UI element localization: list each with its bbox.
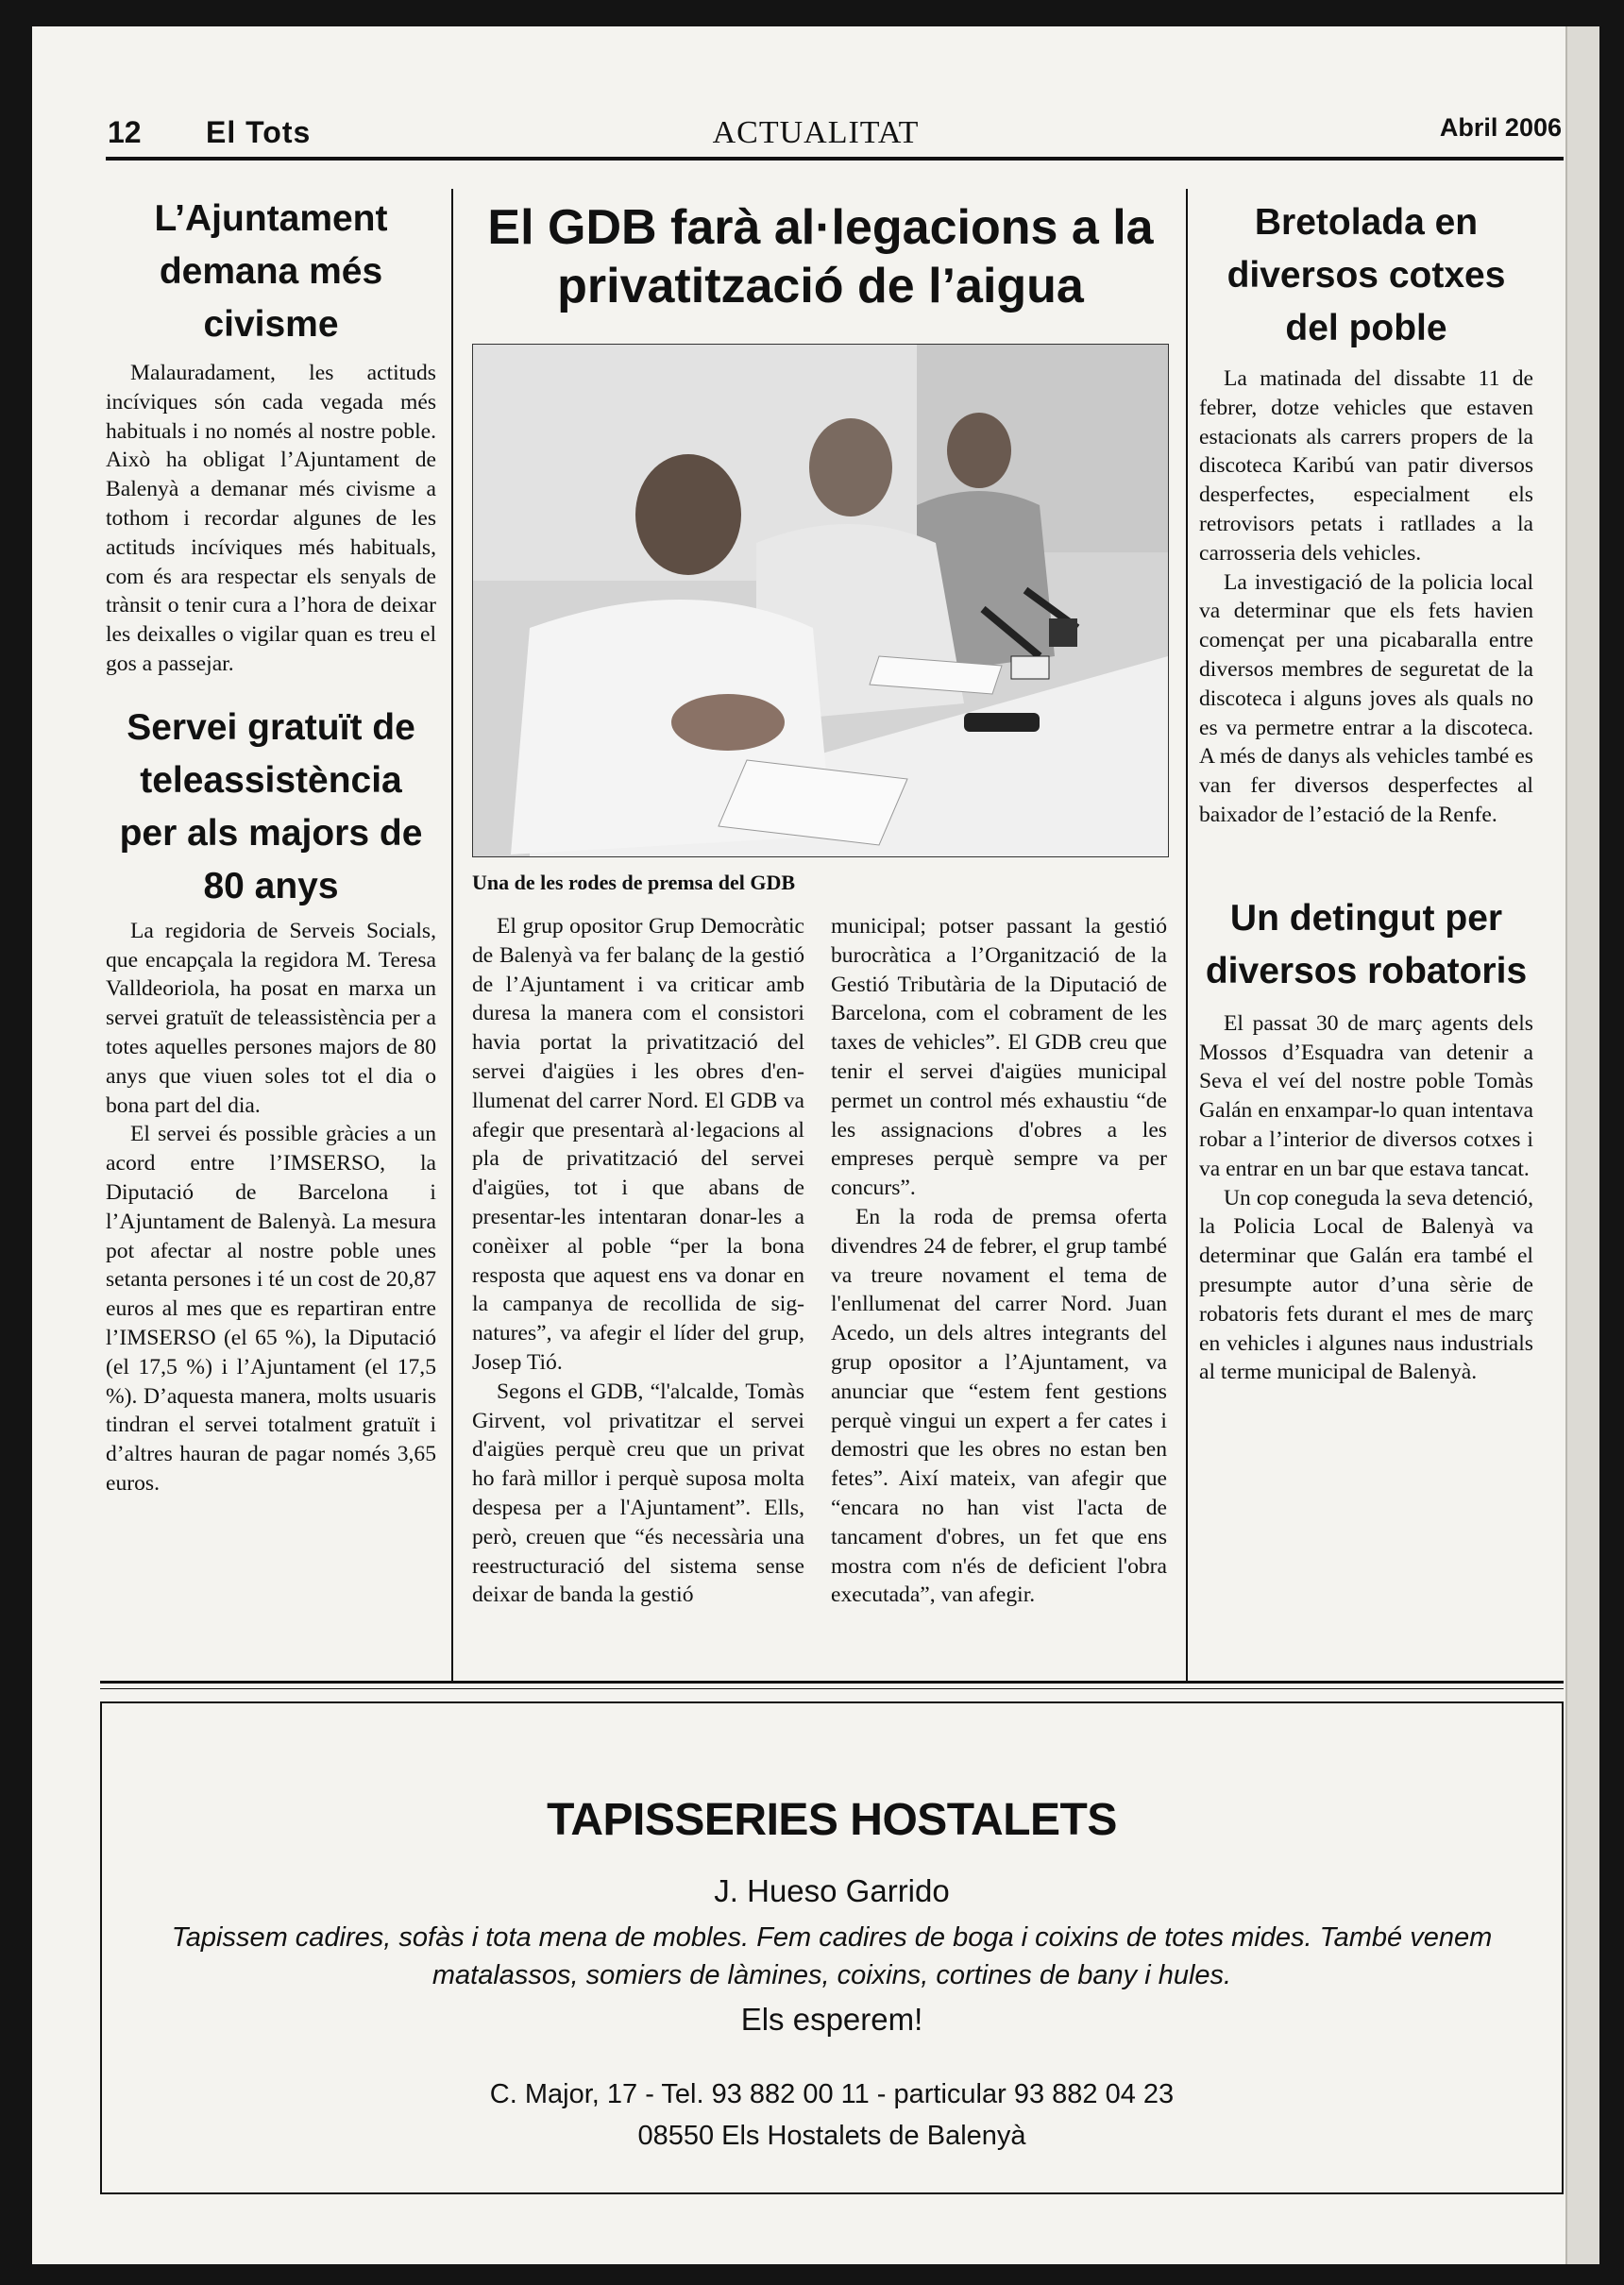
section-title: ACTUALITAT [712, 115, 920, 150]
main-article-col2 [831, 912, 1167, 1610]
ad-business-name: TAPISSERIES HOSTALETS [547, 1795, 1117, 1845]
paragraph: En la roda de premsa oferta divendres 24 de febrer, el grup també va treure novament el tema de l'enllumenat del carrer Nord. Juan Acedo, un dels altres integrants del grup opositor a l’Ajuntament, va anunciar que “estem fent gestions perquè vingui un expert a fer cates i demostri que les obres no estan ben fetes”. Així mateix, van afegir que “encara no han vist l'acta de tancament d'obres, un fet que ens mostra com n'és de deficient l'obra executada”, van afegir. [831, 1204, 1167, 1608]
press-conference-photo-image [473, 345, 1168, 856]
ad-separator-rule-thin [100, 1688, 1564, 1689]
paragraph: El grup opositor Grup Democràtic de Balenyà va fer balanç de la gestió de l’Ajuntament i va criticar amb duresa la manera com el consistori havia portat la privatització del servei d'aigües i les obres d'enllumenat del carrer Nord. El GDB va afegir que presentarà al·legacions al pla de privatització del servei d'aigües, tot i que abans de presentar-les intentaran donar-les a conèixer al poble “per la bona resposta que aquest ens va donar en la campanya de recollida de signatures”, va afegir el líder del grup, Josep Tió. [472, 914, 804, 1375]
issue-date: Abril 2006 [1439, 113, 1562, 142]
newspaper-page [32, 26, 1599, 2264]
column-divider-left [451, 189, 453, 1681]
article-body-bretolada [1199, 364, 1533, 830]
ad-tagline: Tapissem cadires, sofàs i tota mena de mobles. Fem cadires de boga i coixins de totes mides. També venem matalassos, somiers de làmines, coixins, cortines de bany i hules. [171, 1922, 1493, 1990]
ad-town: 08550 Els Hostalets de Balenyà [637, 2121, 1026, 2151]
advertisement-box [100, 1701, 1564, 2194]
article-title-civisme: L’Ajuntament demana més civisme [154, 198, 388, 345]
paragraph: La investigació de la policia local va determinar que els fets havien començat per una picabaralla entre diversos membres de seguretat de la discoteca i alguns joves als quals no es va permetre entrar a la discoteca. A més de danys als vehicles també es van fer diversos desperfectes al baixador de l’estació de la Renfe. [1199, 569, 1533, 827]
press-conference-photo [472, 344, 1169, 857]
paragraph: Un cop coneguda la seva detenció, la Policia Local de Balenyà va determinar que Galán era també el presumpte autor d’una sèrie de robatoris fets durant el mes de març en vehicles i algunes naus industrials al terme municipal de Balenyà. [1199, 1185, 1533, 1385]
left-column [106, 193, 436, 1498]
right-column [1199, 196, 1533, 1387]
article-body-civisme [106, 359, 436, 679]
article-body-teleassistencia [106, 917, 436, 1498]
article-title-detingut: Un detingut per diversos robatoris [1205, 897, 1528, 991]
article-title-teleassistencia: Servei gratuït de teleassistència per als majors de 80 anys [119, 706, 423, 906]
publication-name: El Tots [206, 115, 312, 149]
main-article-col1 [472, 912, 804, 1610]
paragraph: El servei és possible gràcies a un acord entre l’IMSERSO, la Diputació de Barcelona i l’Ajuntament de Balenyà. La mesura pot afectar al nostre poble unes setanta persones i té un cost de 20,87 euros al mes que es repartiran entre l’IMSERSO (el 65 %), la Diputació (el 17,5 %) i l’Ajuntament (el 17,5 %). D’aquesta manera, molts usuaris tindran el servei totalment gratuït i d’altres hauran de pagar només 3,65 euros. [106, 1122, 436, 1496]
paragraph: La regidoria de Serveis Socials, que encapçala la regidora M. Teresa Valldeoriola, ha posat en marxa un servei gratuït de teleassistència per a totes aquelles persones majors de 80 anys que viuen soles tot el dia o bona part del dia. [106, 918, 436, 1118]
paragraph: La matinada del dissabte 11 de febrer, dotze vehicles que estaven estacionats als carrers propers de la discoteca Karibú van patir diversos desperfectes, especialment els retrovisors petats i ratllades a la carrosseria dels vehicles. [1199, 366, 1533, 566]
paragraph: Segons el GDB, “l'alcalde, Tomàs Girvent, vol privatitzar el servei d'aigües perquè creu que un privat ho farà millor i perquè suposa molta despesa per a l'Ajuntament”. Ells, però, creuen que “és necessària una reestructuració del sistema sense deixar de banda la gestió [472, 1379, 804, 1608]
paragraph: municipal; potser passant la gestió burocràtica a l’Organització de la Gestió Tributària de la Diputació de Barcelona, com el cobrament de les taxes de vehicles”. El GDB creu que tenir el servei d'aigües municipal permet un control més exhaustiu “de les assignacions d'obres a les empreses perquè sempre va per concurs”. [831, 914, 1167, 1201]
paragraph: Malauradament, les actituds incíviques són cada vegada més habituals i no només al nostre poble. Això ha obligat l’Ajuntament de Balenyà a demanar més civisme a tothom i recordar algunes de les actituds incíviques més habituals, com és ara respectar els senyals de trànsit o tenir cura a l’hora de deixar les deixalles o vigilar quan es treu el gos a passejar. [106, 361, 436, 676]
photo-caption: Una de les rodes de premsa del GDB [472, 871, 796, 894]
ad-slogan: Els esperem! [740, 2002, 923, 2037]
article-body-detingut [1199, 1009, 1533, 1387]
article-title-bretolada: Bretolada en diversos cotxes del poble [1226, 202, 1506, 348]
column-divider-right [1186, 189, 1188, 1681]
ad-address: C. Major, 17 - Tel. 93 882 00 11 - particular 93 882 04 23 [489, 2079, 1175, 2109]
ad-owner: J. Hueso Garrido [714, 1873, 950, 1908]
main-headline: El GDB farà al·legacions a la privatització de l’aigua [487, 200, 1154, 313]
paragraph: El passat 30 de març agents dels Mossos d’Esquadra van detenir a Seva el veí del nostre poble Tomàs Galán en enxampar-lo quan intentava robar a l’interior de diversos cotxes i va entrar en un bar que estava tancat. [1199, 1010, 1533, 1181]
ad-separator-rule [100, 1681, 1564, 1684]
header-rule [106, 157, 1564, 161]
page-number: 12 [108, 115, 142, 149]
page-edge [1565, 26, 1599, 2264]
